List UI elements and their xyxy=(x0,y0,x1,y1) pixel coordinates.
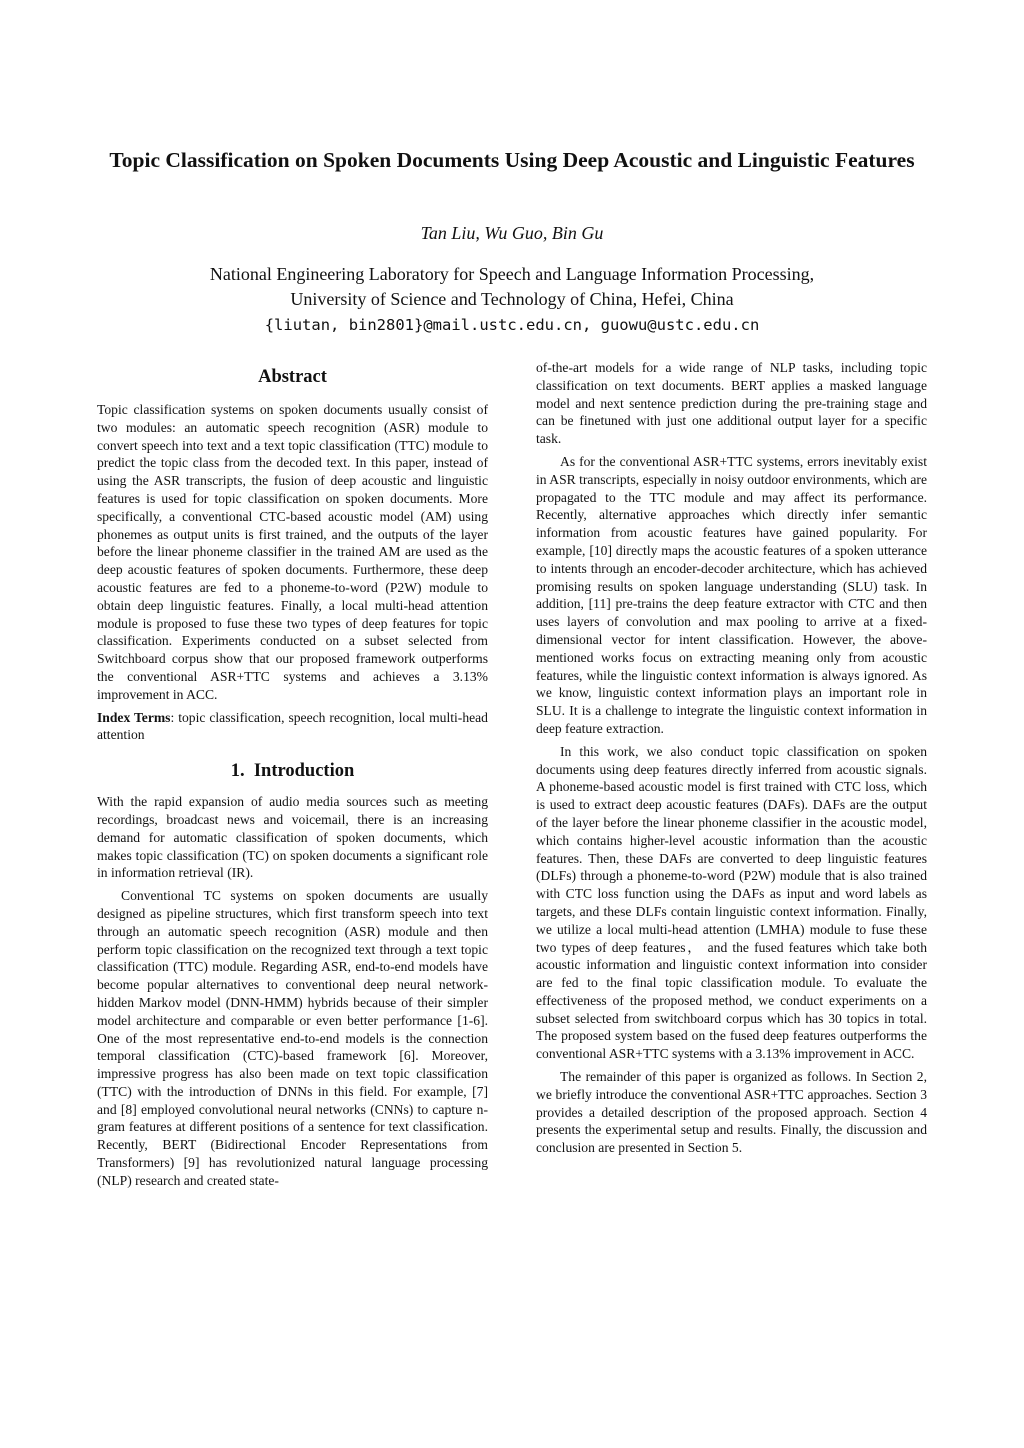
intro-paragraph-1: With the rapid expansion of audio media sources such as meeting recordings, broadcast news and voicemail, there is an increasing demand for automatic classification of spoken documents, which makes topic classification (TC) on spoken documents a significant role in information retrieval (IR). xyxy=(97,794,488,881)
paper-title: Topic Classification on Spoken Documents Using Deep Acoustic and Linguistic Features xyxy=(109,148,915,172)
intro-paragraph-2-continued: of-the-art models for a wide range of NLP tasks, including topic classification on text documents. BERT applies a masked language model and next sentence prediction during the pre-training stage and can be finetuned with just one additional output layer for a specific task. xyxy=(536,360,927,447)
affiliation xyxy=(90,262,934,312)
right-column xyxy=(536,359,927,1157)
intro-paragraph-3: As for the conventional ASR+TTC systems, errors inevitably exist in ASR transcripts, especially in noisy outdoor environments, which are propagated to the TTC module and may affect its performance. Recently, alternative approaches which directly infer semantic information from acoustic features have gained popularity. For example, [10] directly maps the acoustic features of a spoken utterance to intents through an encoder-decoder architecture, which has achieved promising results on spoken language understanding (SLU) task. In addition, [11] pre-trains the deep feature extractor with CTC and then uses layers of convolution and max pooling to arrive at a fixed-dimensional vector for intent classification. However, the above-mentioned works focus on extracting meaning only from acoustic features, while the linguistic context information is always ignored. As we know, linguistic context information plays an important role in SLU. It is a challenge to integrate the linguistic context information in deep feature extraction. xyxy=(536,453,927,736)
introduction-heading: 1. Introduction xyxy=(230,761,355,782)
index-terms-text: : topic classification, speech recognition, local multi-head attention xyxy=(97,709,488,743)
abstract-heading: Abstract xyxy=(258,367,327,387)
intro-paragraph-2: Conventional TC systems on spoken documents are usually designed as pipeline structures, which first transform speech into text through an automatic speech recognition (ASR) module and then perform topic classification on the recognized text through a text topic classification (TTC) module. Regarding ASR, end-to-end models have become popular alternatives to conventional deep neural network-hidden Markov model (DNN-HMM) hybrids because of their simpler model architecture and comparable or even better performance [1-6]. One of the most representative end-to-end models is the connection temporal classification (CTC)-based framework [6]. Moreover, impressive progress has also been made on text topic classification (TTC) with the introduction of DNNs in this field. For example, [7] and [8] employed convolutional neural networks (CNNs) to capture n-gram features at different positions of a sentence for text classification. Recently, BERT (Bidirectional Encoder Representations from Transformers) [9] has revolutionized natural language processing (NLP) research and created state- xyxy=(97,888,488,1188)
author-emails: {liutan, bin2801}@mail.ustc.edu.cn, guowu@ustc.edu.cn xyxy=(264,316,760,334)
paper-authors: Tan Liu, Wu Guo, Bin Gu xyxy=(420,223,604,243)
index-terms-label: Index Terms xyxy=(97,709,171,725)
index-terms xyxy=(97,709,488,745)
affiliation-line-2: University of Science and Technology of China, Hefei, China xyxy=(290,289,734,309)
abstract-text: Topic classification systems on spoken documents usually consist of two modules: an automatic speech recognition (ASR) module to convert speech into text and a text topic classification (TTC) module to predict the topic class from the decoded text. In this paper, instead of using the ASR transcripts, the fusion of deep acoustic and linguistic features is used for topic classification on spoken documents. More specifically, a conventional CTC-based acoustic model (AM) using phonemes as output units is first trained, and the outputs of the layer before the linear phoneme classifier in the trained AM are used as the deep acoustic features of spoken documents. Furthermore, these deep acoustic features are fed to a phoneme-to-word (P2W) module to obtain deep linguistic features. Finally, a local multi-head attention module is proposed to fuse these two types of deep features for topic classification. Experiments conducted on a subset selected from Switchboard corpus show that our proposed framework outperforms the conventional ASR+TTC systems and achieves a 3.13% improvement in ACC. xyxy=(97,402,488,702)
intro-paragraph-4: In this work, we also conduct topic classification on spoken documents using deep features directly inferred from acoustic signals. A phoneme-based acoustic model is first trained with CTC loss, which is used to extract deep acoustic features (DAFs). DAFs are the output of the layer before the linear phoneme classifier in the acoustic model, which contains higher-level acoustic information than the acoustic features. Then, these DAFs are converted to deep linguistic features (DLFs) through a phoneme-to-word (P2W) module that is also trained with CTC loss function using the DAFs as input and word labels as targets, and these DLFs contain linguistic context information. Finally, we utilize a local multi-head attention (LMHA) module to fuse these two types of deep features， and the fused features which take both acoustic information and linguistic context information into consider are fed to the final topic classification module. To evaluate the effectiveness of the proposed method, we conduct experiments on a subset selected from switchboard corpus which has 30 topics in total. The proposed system based on the fused deep features outperforms the conventional ASR+TTC systems with a 3.13% improvement in ACC. xyxy=(536,743,927,1062)
affiliation-line-1: National Engineering Laboratory for Speech and Language Information Processing, xyxy=(209,264,815,284)
intro-paragraph-5: The remainder of this paper is organized as follows. In Section 2, we briefly introduce the conventional ASR+TTC approaches. Section 3 provides a detailed description of the proposed approach. Section 4 presents the experimental setup and results. Finally, the discussion and conclusion are presented in Section 5. xyxy=(536,1069,927,1156)
left-column xyxy=(97,366,488,1190)
